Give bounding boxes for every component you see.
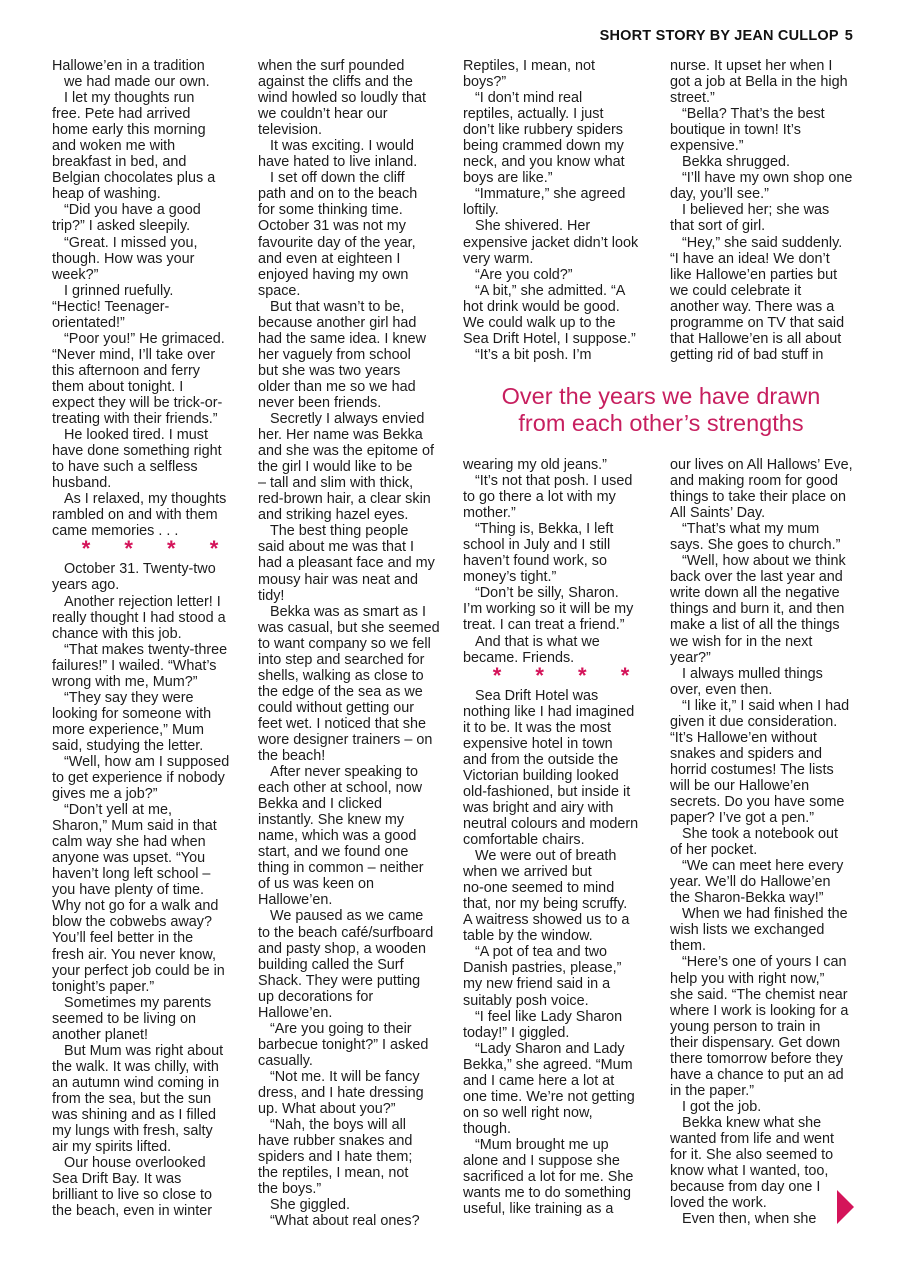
text-line: said about me was that I bbox=[258, 539, 414, 556]
text-line: things to take their place on bbox=[670, 489, 846, 506]
text-line: air my spirits lifted. bbox=[52, 1139, 172, 1156]
text-line: trip?” I asked sleepily. bbox=[52, 218, 191, 235]
text-line: to want company so we fell bbox=[258, 635, 431, 652]
text-line: “Thing is, Bekka, I left bbox=[475, 521, 614, 538]
text-line: another planet! bbox=[52, 1026, 149, 1043]
text-line: boys?” bbox=[463, 74, 507, 91]
text-line: have hated to live inland. bbox=[258, 154, 418, 171]
text-line: “It’s not that posh. I used bbox=[475, 473, 633, 490]
text-line: have a chance to put an ad bbox=[670, 1066, 844, 1083]
text-line: really thought I had stood a bbox=[52, 609, 226, 626]
text-line: this afternoon and ferry bbox=[52, 362, 200, 379]
text-line: “I’ll have my own shop one bbox=[682, 170, 853, 187]
text-line: He looked tired. I must bbox=[64, 427, 208, 444]
text-line: we could celebrate it bbox=[670, 282, 802, 299]
text-line: suitably posh voice. bbox=[463, 992, 589, 1009]
text-line: things and burn it, and then bbox=[670, 601, 845, 618]
text-line: red-brown hair, a clear skin bbox=[258, 491, 431, 508]
text-line: Bekka knew what she bbox=[682, 1114, 822, 1131]
text-line: fresh air. You never know, bbox=[52, 946, 217, 963]
pull-quote-line-1: Over the years we have drawn bbox=[501, 383, 821, 409]
text-line: Why not go for a walk and bbox=[52, 898, 219, 915]
text-line: programme on TV that said bbox=[670, 314, 845, 331]
text-column-1 bbox=[52, 58, 248, 1219]
text-line: years ago. bbox=[52, 577, 120, 594]
text-line: She took a notebook out bbox=[682, 826, 839, 843]
text-line: Bekka shrugged. bbox=[682, 154, 791, 171]
text-line: “Nah, the boys will all bbox=[270, 1117, 406, 1134]
text-line: “That’s what my mum bbox=[682, 521, 820, 538]
text-line: “Don’t yell at me, bbox=[64, 802, 172, 819]
text-line: there tomorrow before they bbox=[670, 1050, 843, 1067]
text-line: Sea Drift Hotel, I suppose.” bbox=[463, 330, 636, 347]
text-line: alone and I suppose she bbox=[463, 1152, 620, 1169]
text-line: when we arrived but bbox=[463, 864, 592, 881]
text-line: them. bbox=[670, 938, 706, 955]
text-line: Hallowe’en in a tradition bbox=[52, 58, 205, 74]
text-line: wants me to do something bbox=[463, 1185, 631, 1202]
text-line: She shivered. Her bbox=[475, 218, 591, 235]
text-line: After never speaking to bbox=[270, 764, 418, 781]
text-line: comfortable chairs. bbox=[463, 832, 585, 849]
text-line: them about tonight. I bbox=[52, 378, 184, 395]
text-line: Reptiles, I mean, not bbox=[463, 58, 595, 74]
text-line: have done something right bbox=[52, 443, 222, 460]
text-line: wrong with me, Mum?” bbox=[52, 673, 198, 690]
text-line: “Lady Sharon and Lady bbox=[475, 1040, 625, 1057]
text-line: make a list of all the things bbox=[670, 617, 840, 634]
text-line: will be our Hallowe’en bbox=[670, 777, 810, 794]
text-line: looking for someone with bbox=[52, 705, 212, 722]
text-line: each other at school, now bbox=[258, 780, 422, 797]
text-line: day, you’ll see.” bbox=[670, 186, 769, 203]
pull-quote bbox=[462, 383, 860, 437]
text-line: shells, walking as close to bbox=[258, 667, 424, 684]
text-line: tidy! bbox=[258, 587, 285, 604]
text-line: Sea Drift Hotel was bbox=[475, 687, 599, 704]
text-line: up. What about you?” bbox=[258, 1101, 396, 1118]
text-line: we couldn’t hear our bbox=[258, 106, 388, 123]
text-line: “Poor you!” He grimaced. bbox=[64, 330, 225, 347]
text-line: I grinned ruefully. bbox=[64, 282, 174, 299]
text-line: today!” I giggled. bbox=[463, 1024, 570, 1041]
text-line: the Sharon-Bekka way!” bbox=[670, 890, 824, 907]
text-line: mother.” bbox=[463, 505, 516, 522]
text-line: “Here’s one of yours I can bbox=[682, 954, 847, 971]
text-line: expensive jacket didn’t look bbox=[463, 234, 639, 251]
text-line: building called the Surf bbox=[258, 956, 404, 973]
text-line: had the same idea. I knew bbox=[258, 330, 426, 347]
text-line: Even then, when she bbox=[682, 1211, 817, 1228]
text-line: wanted from life and went bbox=[670, 1130, 834, 1147]
text-line: haven’t long left school – bbox=[52, 866, 211, 883]
text-line: became. Friends. bbox=[463, 649, 575, 666]
text-line: gives me a job?” bbox=[52, 786, 158, 803]
text-line: October 31 was not my bbox=[258, 218, 406, 235]
text-line: treating with their friends.” bbox=[52, 411, 218, 428]
text-line: of us was keen on bbox=[258, 876, 374, 893]
text-line: back over the last year and bbox=[670, 569, 843, 586]
text-line: though. How was your bbox=[52, 250, 195, 267]
text-line: boys are like.” bbox=[463, 170, 553, 187]
text-line: “What about real ones? bbox=[270, 1213, 420, 1230]
text-line: barbecue tonight?” I asked bbox=[258, 1036, 429, 1053]
text-line: When we had finished the bbox=[682, 906, 848, 923]
text-line: orientated!” bbox=[52, 314, 125, 331]
text-line: one time. We’re not getting bbox=[463, 1088, 635, 1105]
text-line: an autumn wind coming in bbox=[52, 1074, 220, 1091]
text-line: name, which was a good bbox=[258, 828, 417, 845]
text-line: failures!” I wailed. “What’s bbox=[52, 657, 217, 674]
text-line: my new friend said in a bbox=[463, 976, 611, 993]
text-line: free. Pete had arrived bbox=[52, 106, 191, 123]
text-line: “Well, how am I supposed bbox=[64, 753, 230, 770]
text-line: Sea Drift Bay. It was bbox=[52, 1171, 182, 1188]
text-line: she said. “The chemist near bbox=[670, 986, 848, 1003]
text-line: school in July and I still bbox=[463, 537, 611, 554]
text-line: given it due consideration. bbox=[670, 713, 838, 730]
text-line: though. bbox=[463, 1120, 512, 1137]
text-line: the reptiles, I mean, not bbox=[258, 1165, 409, 1182]
text-line: As I relaxed, my thoughts bbox=[64, 491, 227, 508]
text-line: never been friends. bbox=[258, 394, 382, 411]
text-line: being crammed down my bbox=[463, 138, 624, 155]
text-line: blow the cobwebs away? bbox=[52, 914, 212, 931]
text-line: and from the outside the bbox=[463, 751, 619, 768]
text-line: calm way she had when bbox=[52, 834, 206, 851]
text-line: “A pot of tea and two bbox=[475, 944, 608, 961]
text-line: “I don’t mind real bbox=[475, 90, 583, 107]
text-line: their dispensary. Get down bbox=[670, 1034, 841, 1051]
text-line: “We can meet here every bbox=[682, 858, 844, 875]
text-line: I always mulled things bbox=[682, 665, 823, 682]
text-line: October 31. Twenty-two bbox=[64, 561, 216, 578]
text-line: Shack. They were putting bbox=[258, 972, 421, 989]
text-line: dress, and I hate dressing bbox=[258, 1085, 424, 1101]
text-line: You’ll feel better in the bbox=[52, 930, 194, 947]
text-line: in the paper.” bbox=[670, 1082, 755, 1099]
text-line: seemed to be living on bbox=[52, 1010, 196, 1027]
text-line: A waitress showed us to a bbox=[463, 912, 630, 929]
text-line: enjoyed having my own bbox=[258, 266, 409, 283]
text-line: and striking hazel eyes. bbox=[258, 507, 409, 524]
text-line: feet wet. I noticed that she bbox=[258, 715, 426, 732]
text-line: for some thinking time. bbox=[258, 202, 403, 219]
text-line: “I have an idea! We don’t bbox=[670, 250, 830, 267]
text-line: table by the window. bbox=[463, 928, 593, 945]
text-line: was shining and as I filled bbox=[52, 1107, 216, 1123]
text-line: wish lists we exchanged bbox=[670, 922, 825, 939]
text-line: Another rejection letter! I bbox=[64, 593, 221, 610]
text-line: I’m working so it will be my bbox=[463, 601, 634, 618]
text-column-4-top bbox=[670, 58, 866, 363]
text-line: chance with this job. bbox=[52, 625, 182, 642]
text-line: We could walk up to the bbox=[463, 314, 616, 331]
text-line: “Are you going to their bbox=[270, 1020, 412, 1037]
text-line: and woken me with bbox=[52, 138, 176, 155]
text-line: Hallowe’en. bbox=[258, 892, 333, 909]
text-line: my lungs with fresh, salty bbox=[52, 1123, 213, 1140]
text-line: reptiles, actually. I just bbox=[463, 106, 604, 123]
pull-quote-line-2: from each other’s strengths bbox=[518, 410, 804, 436]
text-line: and even at eighteen I bbox=[258, 250, 401, 267]
text-line: and she was the epitome of bbox=[258, 443, 434, 460]
text-line: young person to train in bbox=[670, 1018, 821, 1035]
text-line: old-fashioned, but inside it bbox=[463, 783, 631, 800]
text-line: know what I wanted, too, bbox=[670, 1163, 829, 1180]
text-line: but she was two years bbox=[258, 362, 401, 379]
text-line: expect they will be trick-or- bbox=[52, 394, 223, 411]
text-line: into step and searched for bbox=[258, 651, 425, 668]
text-line: Victorian building looked bbox=[463, 767, 619, 784]
text-line: older than me so we had bbox=[258, 378, 416, 395]
text-line: “It’s a bit posh. I’m bbox=[475, 346, 592, 363]
text-line: start, and we found one bbox=[258, 844, 409, 861]
text-line: neck, and you know what bbox=[463, 154, 625, 171]
text-line: brilliant to live so close to bbox=[52, 1187, 212, 1204]
page-number: 5 bbox=[844, 28, 853, 44]
text-line: have rubber snakes and bbox=[258, 1133, 413, 1150]
text-line: She giggled. bbox=[270, 1197, 351, 1214]
text-line: the beach! bbox=[258, 748, 326, 765]
text-line: over, even then. bbox=[670, 681, 773, 698]
text-line: Bekka and I clicked bbox=[258, 796, 382, 813]
text-line: Our house overlooked bbox=[64, 1155, 206, 1172]
text-line: more experience,” Mum bbox=[52, 721, 204, 738]
text-line: “Well, how about we think bbox=[682, 553, 846, 570]
text-line: Belgian chocolates plus a bbox=[52, 170, 216, 187]
text-line: and I came here a lot at bbox=[463, 1072, 615, 1089]
text-line: rambled on and with them bbox=[52, 507, 218, 524]
text-line: for it. She also seemed to bbox=[670, 1147, 834, 1164]
text-line: was casual, but she seemed bbox=[258, 619, 440, 636]
text-line: boutique in town! It’s bbox=[670, 122, 801, 139]
text-column-2 bbox=[258, 58, 454, 1229]
text-line: I set off down the cliff bbox=[270, 170, 405, 187]
text-line: “It’s Hallowe’en without bbox=[670, 729, 817, 746]
text-line: treat. I can treat a friend.” bbox=[463, 617, 625, 634]
text-line: “Great. I missed you, bbox=[64, 234, 198, 251]
text-line: neutral colours and modern bbox=[463, 815, 639, 832]
text-column-4-bottom bbox=[670, 457, 866, 1227]
text-line: – tall and slim with thick, bbox=[258, 475, 414, 492]
text-line: year?” bbox=[670, 649, 711, 666]
text-line: her. Her name was Bekka bbox=[258, 427, 423, 444]
text-line: wind howled so loudly that bbox=[258, 90, 426, 107]
text-line: “A bit,” she admitted. “A bbox=[475, 282, 626, 299]
text-line: no-one seemed to mind bbox=[463, 880, 615, 897]
text-line: could without getting our bbox=[258, 699, 414, 716]
text-line: getting rid of bad stuff in bbox=[670, 346, 824, 363]
text-line: “That makes twenty-three bbox=[64, 641, 228, 658]
text-line: “Bella? That’s the best bbox=[682, 106, 825, 123]
text-line: to have such a selfless bbox=[52, 459, 198, 476]
text-line: I believed her; she was bbox=[682, 202, 830, 219]
text-line: year. We’ll do Hallowe’en bbox=[670, 874, 831, 891]
text-line: Sharon,” Mum said in that bbox=[52, 818, 217, 835]
text-line: was bright and airy with bbox=[463, 799, 614, 816]
text-line: “Hectic! Teenager- bbox=[52, 298, 170, 315]
text-line: expensive hotel in town bbox=[463, 735, 613, 752]
text-line: when the surf pounded bbox=[258, 58, 405, 74]
text-line: to get experience if nobody bbox=[52, 770, 225, 787]
text-line: had a pleasant face and my bbox=[258, 555, 435, 572]
text-line: “Did you have a good bbox=[64, 202, 201, 219]
text-line: Secretly I always envied bbox=[270, 411, 425, 428]
text-line: nothing like I had imagined bbox=[463, 703, 635, 720]
text-line: husband. bbox=[52, 475, 112, 492]
text-line: “Not me. It will be fancy bbox=[270, 1068, 420, 1085]
text-line: instantly. She knew my bbox=[258, 812, 405, 829]
text-line: said, studying the letter. bbox=[52, 737, 204, 754]
text-line: and pasty shop, a wooden bbox=[258, 940, 427, 957]
text-line: loved the work. bbox=[670, 1195, 767, 1212]
text-line: “Are you cold?” bbox=[475, 266, 573, 283]
text-line: week?” bbox=[52, 266, 99, 283]
text-line: the girl I would like to be bbox=[258, 459, 413, 476]
text-line: expensive.” bbox=[670, 138, 744, 155]
text-line: I let my thoughts run bbox=[64, 90, 195, 107]
text-line: our lives on All Hallows’ Eve, bbox=[670, 457, 853, 473]
text-line: We were out of breath bbox=[475, 848, 617, 865]
text-line: money’s tight.” bbox=[463, 569, 557, 586]
text-line: Bekka,” she agreed. “Mum bbox=[463, 1056, 633, 1073]
text-line: of her pocket. bbox=[670, 842, 758, 859]
text-line: like Hallowe’en parties but bbox=[670, 266, 838, 283]
text-line: wore designer trainers – on bbox=[258, 731, 433, 748]
text-line: the edge of the sea as we bbox=[258, 683, 423, 700]
text-line: to the beach café/surfboard bbox=[258, 924, 434, 941]
text-line: Sometimes my parents bbox=[64, 994, 212, 1011]
text-line: got a job at Bella in the high bbox=[670, 74, 848, 91]
text-line: another way. There was a bbox=[670, 298, 835, 315]
text-line: “I feel like Lady Sharon bbox=[475, 1008, 623, 1025]
text-line: “They say they were bbox=[64, 689, 194, 706]
text-line: space. bbox=[258, 282, 301, 299]
text-line: because from day one I bbox=[670, 1179, 821, 1196]
text-line: snakes and spiders and bbox=[670, 745, 823, 762]
text-line: wearing my old jeans.” bbox=[463, 457, 607, 473]
text-line: “I like it,” I said when I had bbox=[682, 697, 850, 714]
text-line: you have plenty of time. bbox=[52, 882, 204, 899]
text-line: very warm. bbox=[463, 250, 534, 267]
text-line: Hallowe’en. bbox=[258, 1004, 333, 1021]
text-line: haven’t found work, so bbox=[463, 553, 607, 570]
text-line: spiders and I hate them; bbox=[258, 1149, 413, 1166]
text-line: and making room for good bbox=[670, 473, 838, 490]
text-line: heap of washing. bbox=[52, 186, 161, 203]
text-line: against the cliffs and the bbox=[258, 74, 413, 91]
text-line: write down all the negative bbox=[670, 585, 840, 602]
text-line: useful, like training as a bbox=[463, 1201, 614, 1218]
text-line: And that is what we bbox=[475, 633, 600, 650]
text-line: don’t like rubbery spiders bbox=[463, 122, 623, 139]
text-line: on so well right now, bbox=[463, 1104, 593, 1121]
text-line: sacrificed a lot for me. She bbox=[463, 1169, 634, 1186]
section-break-stars: * * * * bbox=[81, 536, 233, 562]
text-line: street.” bbox=[670, 90, 715, 107]
text-line: “Mum brought me up bbox=[475, 1136, 609, 1153]
text-line: But that wasn’t to be, bbox=[270, 298, 405, 315]
text-line: horrid costumes! The lists bbox=[670, 761, 834, 778]
text-line: hot drink would be good. bbox=[463, 298, 620, 315]
text-line: to go there a lot with my bbox=[463, 489, 616, 506]
text-line: But Mum was right about bbox=[64, 1042, 224, 1059]
text-line: I got the job. bbox=[682, 1098, 762, 1115]
text-line: we had made our own. bbox=[64, 74, 210, 91]
text-line: came memories . . . bbox=[52, 523, 179, 540]
text-line: the beach, even in winter bbox=[52, 1203, 212, 1220]
text-line: we wish for in the next bbox=[670, 633, 813, 650]
text-line: the walk. It was chilly, with bbox=[52, 1058, 219, 1075]
text-line: anyone was upset. “You bbox=[52, 850, 206, 867]
text-line: mousy hair was neat and bbox=[258, 571, 418, 588]
section-break-stars: * * * * bbox=[492, 662, 644, 688]
text-line: says. She goes to church.” bbox=[670, 537, 841, 554]
text-line: The best thing people bbox=[270, 523, 409, 540]
text-line: casually. bbox=[258, 1052, 313, 1069]
text-line: home early this morning bbox=[52, 122, 206, 139]
text-line: favourite day of the year, bbox=[258, 234, 416, 251]
text-line: that, nor my being scruffy. bbox=[463, 896, 628, 913]
text-line: paper? I’ve got a pen.” bbox=[670, 810, 815, 827]
text-line: secrets. Do you have some bbox=[670, 793, 845, 810]
running-header bbox=[600, 28, 853, 44]
text-line: up decorations for bbox=[258, 988, 374, 1005]
continue-arrow-icon bbox=[837, 1190, 854, 1224]
text-line: your perfect job could be in bbox=[52, 962, 225, 979]
text-line: it to be. It was the most bbox=[463, 719, 611, 736]
text-line: her vaguely from school bbox=[258, 346, 411, 363]
text-line: tonight’s paper.” bbox=[52, 978, 155, 995]
text-line: from the sea, but the sun bbox=[52, 1090, 212, 1107]
text-line: “Immature,” she agreed bbox=[475, 186, 626, 203]
text-line: “Never mind, I’ll take over bbox=[52, 346, 216, 363]
text-column-3-bottom bbox=[463, 457, 659, 1217]
text-line: Bekka was as smart as I bbox=[270, 603, 426, 620]
text-line: We paused as we came bbox=[270, 908, 424, 925]
text-line: television. bbox=[258, 122, 322, 139]
text-column-3-top bbox=[463, 58, 659, 363]
text-line: that Hallowe’en is all about bbox=[670, 330, 842, 347]
text-line: “Hey,” she said suddenly. bbox=[682, 234, 843, 251]
text-line: breakfast in bed, and bbox=[52, 154, 187, 171]
text-line: loftily. bbox=[463, 202, 499, 219]
text-line: nurse. It upset her when I bbox=[670, 58, 833, 74]
text-line: path and on to the beach bbox=[258, 186, 418, 203]
text-line: “Don’t be silly, Sharon. bbox=[475, 585, 619, 602]
text-line: because another girl had bbox=[258, 314, 417, 331]
text-line: All Saints’ Day. bbox=[670, 505, 766, 522]
text-line: help you with right now,” bbox=[670, 970, 825, 987]
text-line: thing in common – neither bbox=[258, 860, 424, 877]
header-title: SHORT STORY BY JEAN CULLOP bbox=[599, 28, 839, 44]
text-line: Danish pastries, please,” bbox=[463, 960, 622, 977]
text-line: It was exciting. I would bbox=[270, 138, 414, 155]
text-line: where I work is looking for a bbox=[670, 1002, 849, 1019]
text-line: the boys.” bbox=[258, 1181, 322, 1198]
text-line: that sort of girl. bbox=[670, 218, 766, 235]
